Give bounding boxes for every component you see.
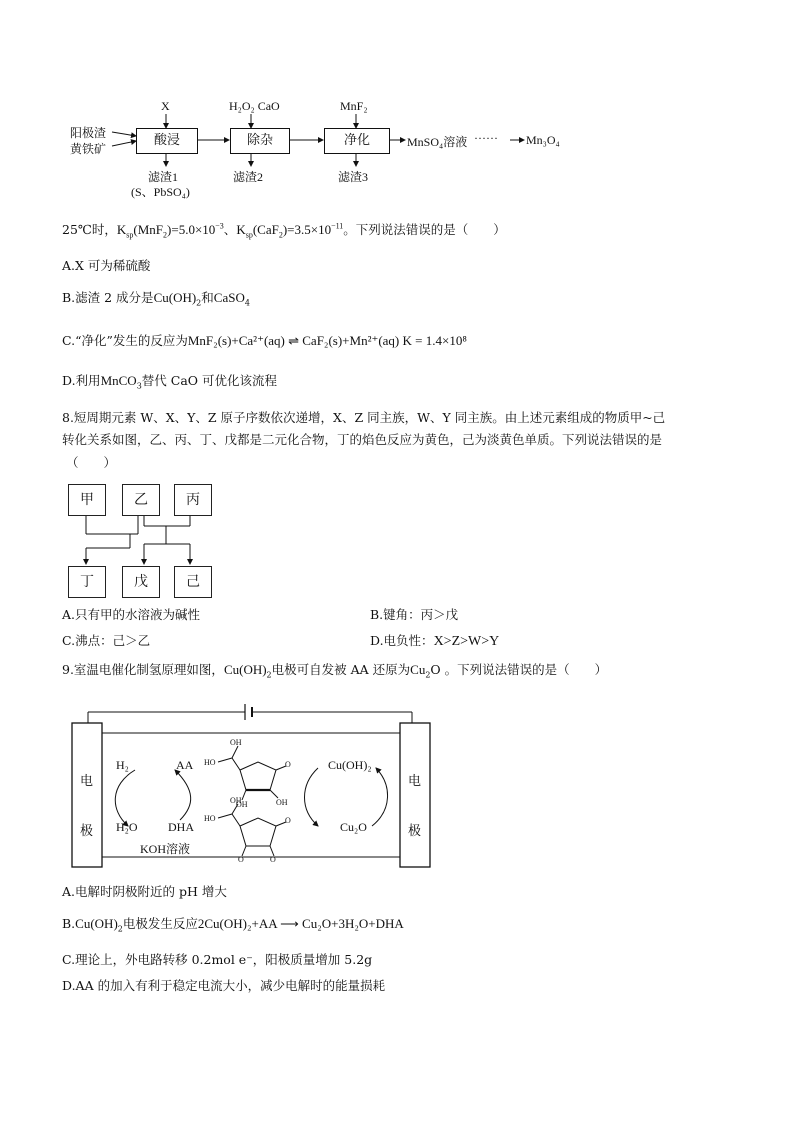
product-mnso4: MnSO₄溶液 [407,135,468,149]
residue-2: 滤渣2 [233,170,264,184]
dha-o-bottom-left: O [238,855,244,864]
input-anode-slag: 阳极渣 [70,126,107,140]
q8-option-d: D.电负性：X>Z>W>Y [370,633,500,649]
q7-option-d: D.利用MnCO$_3$替代 CaO 可优化该流程 [62,373,277,391]
box-wu: 戊 [122,566,160,598]
aa-ho-left: HO [204,758,216,767]
input-pyrite: 黄铁矿 [70,142,107,156]
dha-o-right: O [285,816,291,825]
q7-option-b: B.滤渣 2 成分是$Cu(OH)_2$和CaSO$_4$ [62,290,250,308]
left-electrode-char-2: 极 [80,823,94,838]
q9-option-c: C.理论上，外电路转移 0.2mol e⁻，阳极质量增加 5.2g [62,952,373,967]
q9-option-a: A.电解时阴极附近的 pH 增大 [62,884,227,899]
label-koh-solution: KOH溶液 [140,842,190,856]
aa-oh-top: OH [230,738,242,747]
step-purification: 净化 [324,128,390,154]
box-jia: 甲 [68,484,106,516]
left-electrode-char-1: 电 [80,773,94,788]
dha-ho-left: HO [204,814,216,823]
q9-option-d: D.AA 的加入有利于稳定电流大小，减少电解时的能量损耗 [62,978,386,993]
right-electrode-char-2: 极 [408,823,422,838]
q7-option-a: A.X 可为稀硫酸 [62,258,151,273]
q7-stem: 25℃时，$K_{sp}(MnF_2)=5.0\times 10^{-3}$、$K_{sp}(CaF_2)=3.5\times 10^{-11}$。下列说法错误的是（ ） [62,221,506,240]
reagent-x: X [161,99,170,113]
label-h2o: H₂O [116,820,138,834]
q8-option-a: A.只有甲的水溶液为碱性 [62,607,201,622]
q9-stem: 9.室温电催化制氢原理如图，$Cu(OH)_2$电极可自发被 AA 还原为$Cu_2O$ 。下列说法错误的是（ ） [62,662,608,680]
step-acid-leach: 酸浸 [136,128,198,154]
residue-3: 滤渣3 [338,170,369,184]
box-yi: 乙 [122,484,160,516]
box-bing: 丙 [174,484,212,516]
q7-option-c: C.“净化”发生的反应为MnF₂(s)+Ca²⁺(aq) ⇌ CaF₂(s)+Mn²⁺(aq) K = 1.4×10⁸ [62,333,467,348]
label-cu2o: Cu₂O [340,820,367,834]
reagent-h2o2-cao: H₂O₂ CaO [229,99,280,113]
step-impurity-removal: 除杂 [230,128,290,154]
box-ji: 己 [174,566,212,598]
label-dha: DHA [168,820,194,834]
final-mn3o4: Mn₃O₄ [526,133,560,147]
q8-option-c: C.沸点：己＞乙 [62,633,151,648]
q8-option-b: B.键角：丙＞戊 [370,607,459,622]
label-aa: AA [176,758,194,772]
right-electrode-char-1: 电 [408,773,422,788]
reagent-mnf2: MnF₂ [340,99,368,113]
residue-1-note: (S、PbSO₄) [131,185,190,199]
flow-dots: ······ [474,131,498,145]
q8-stem-line-2: 转化关系如图，乙、丙、丁、戊都是二元化合物，丁的焰色反应为黄色，己为淡黄色单质。下列说法错误的是 [62,432,663,447]
q8-stem-line-3: （ ） [66,455,117,470]
q9-option-b: $B.Cu(OH)_2$电极发生反应2Cu(OH)₂+AA ⟶ Cu₂O+3H₂O+DHA [62,916,404,934]
dha-o-bottom-right: O [270,855,276,864]
aa-oh-bottom-left: OH [236,800,248,809]
box-ding: 丁 [68,566,106,598]
label-cuoh2: Cu(OH)₂ [328,758,372,772]
label-h2: H₂ [116,758,129,772]
residue-1: 滤渣1 [148,170,179,184]
q8-stem-line-1: 8.短周期元素 W、X、Y、Z 原子序数依次递增，X、Z 同主族，W、Y 同主族。由上述元素组成的物质甲~己 [62,410,666,425]
dha-oh-top: OH [230,796,242,805]
aa-oh-bottom-right: OH [276,798,288,807]
aa-o-right: O [285,760,291,769]
